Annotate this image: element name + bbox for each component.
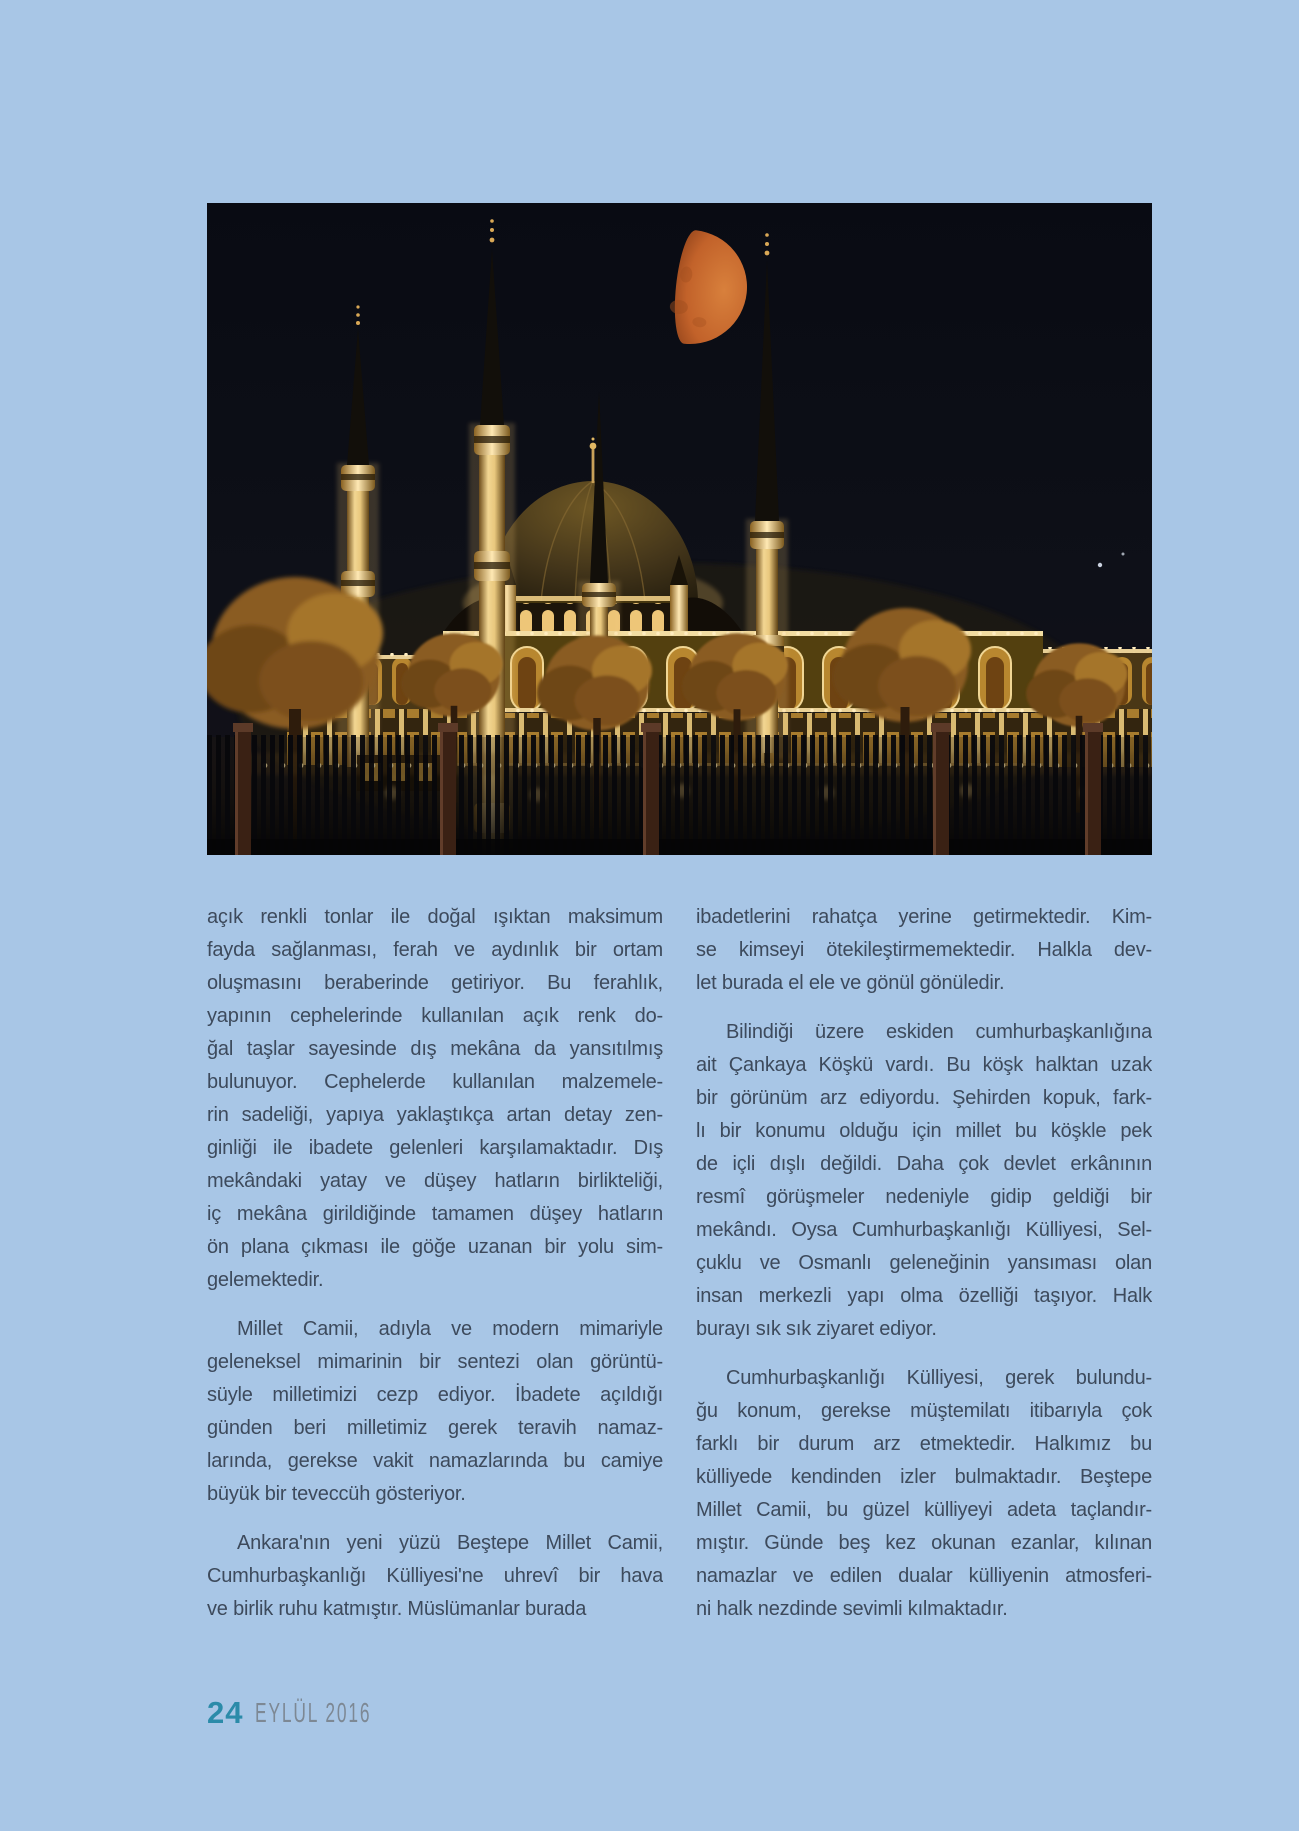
mosque-night-photo xyxy=(207,203,1152,855)
text-line: ğal taşlar sayesinde dış mekâna da yansıtılmış xyxy=(207,1038,663,1060)
text-line: bulunuyor. Cephelerde kullanılan malzemele- xyxy=(207,1071,663,1093)
text-line: rin sadeliği, yapıya yaklaştıkça artan detay zen- xyxy=(207,1104,663,1126)
text-line: yapının cephelerinde kullanılan açık renk do- xyxy=(207,1005,663,1027)
text-line: lı bir konumu olduğu için millet bu köşkle pek xyxy=(696,1120,1152,1142)
article-columns xyxy=(207,901,1152,1626)
text-line: geleneksel mimarinin bir sentezi olan görüntü- xyxy=(207,1351,663,1373)
mosque-photo-illustration xyxy=(207,203,1152,855)
text-line: Cumhurbaşkanlığı Külliyesi'ne uhrevî bir hava xyxy=(207,1565,663,1587)
text-line: bir görünüm arz ediyordu. Şehirden kopuk, fark- xyxy=(696,1087,1152,1109)
page-number: 24 xyxy=(207,1695,244,1730)
text-line: fayda sağlanması, ferah ve aydınlık bir ortam xyxy=(207,939,663,961)
text-line: oluşmasını beraberinde getiriyor. Bu ferahlık, xyxy=(207,972,663,994)
text-line: külliyede kendinden izler bulmaktadır. Beştepe xyxy=(696,1466,1152,1488)
text-line: resmî görüşmeler nedeniyle gidip geldiği bir xyxy=(696,1186,1152,1208)
text-line: let burada el ele ve gönül gönüledir. xyxy=(696,972,1005,994)
text-column xyxy=(696,901,1152,1626)
text-line: Millet Camii, bu güzel külliyeyi adeta taçlandır- xyxy=(696,1499,1152,1521)
text-column xyxy=(207,901,663,1626)
text-line: Bilindiği üzere eskiden cumhurbaşkanlığına xyxy=(726,1021,1152,1043)
text-line: Ankara'nın yeni yüzü Beştepe Millet Camii, xyxy=(237,1532,663,1554)
text-line: süyle milletimizi cezp ediyor. İbadete açıldığı xyxy=(207,1384,663,1406)
distant-light xyxy=(1098,563,1102,567)
text-line: büyük bir teveccüh gösteriyor. xyxy=(207,1483,466,1505)
text-line: ibadetlerini rahatça yerine getirmektedir. Kim- xyxy=(696,906,1152,928)
text-line: mekândaki yatay ve düşey hatların birlikteliği, xyxy=(207,1170,663,1192)
text-line: larında, gerekse vakit namazlarında bu camiye xyxy=(207,1450,663,1472)
text-line: günden beri milletimiz gerek teravih namaz- xyxy=(207,1417,663,1439)
text-line: gelemektedir. xyxy=(207,1269,324,1291)
paragraph xyxy=(696,1362,1152,1626)
text-line: Millet Camii, adıyla ve modern mimariyle xyxy=(237,1318,663,1340)
text-line: namazlar ve edilen dualar külliyenin atmosferi- xyxy=(696,1565,1152,1587)
page-footer xyxy=(207,1695,443,1731)
text-line: iç mekâna girildiğinde tamamen düşey hatların xyxy=(207,1203,663,1225)
text-line: farklı bir durum arz etmektedir. Halkımız bu xyxy=(696,1433,1152,1455)
text-line: ni halk nezdinde sevimli kılmaktadır. xyxy=(696,1598,1008,1620)
text-line: insan merkezli yapı olma özelliği taşıyor. Halk xyxy=(696,1285,1152,1307)
paragraph xyxy=(696,1016,1152,1346)
text-line: ğu konum, gerekse müştemilatı itibarıyla çok xyxy=(696,1400,1152,1422)
paragraph xyxy=(207,901,663,1297)
text-line: çuklu ve Osmanlı geleneğinin yansıması olan xyxy=(696,1252,1152,1274)
text-line: Cumhurbaşkanlığı Külliyesi, gerek bulundu- xyxy=(726,1367,1152,1389)
text-line: burayı sık sık ziyaret ediyor. xyxy=(696,1318,937,1340)
issue-label: EYLÜL 2016 xyxy=(255,1697,372,1728)
text-line: ait Çankaya Köşkü vardı. Bu köşk halktan uzak xyxy=(696,1054,1152,1076)
text-line: se kimseyi ötekileştirmemektedir. Halkla dev- xyxy=(696,939,1152,961)
text-line: de içli dışlı değildi. Daha çok devlet erkânının xyxy=(696,1153,1152,1175)
text-line: ve birlik ruhu katmıştır. Müslümanlar burada xyxy=(207,1598,587,1620)
text-line: ginliği ile ibadete gelenleri karşılamaktadır. Dış xyxy=(207,1137,663,1159)
text-line: mıştır. Günde beş kez okunan ezanlar, kılınan xyxy=(696,1532,1152,1554)
fence xyxy=(207,723,1152,855)
text-line: mekândı. Oysa Cumhurbaşkanlığı Külliyesi, Sel- xyxy=(696,1219,1152,1241)
distant-light xyxy=(1122,553,1125,556)
paragraph xyxy=(696,901,1152,1000)
text-line: ön plana çıkması ile göğe uzanan bir yolu sim- xyxy=(207,1236,663,1258)
text-line: açık renkli tonlar ile doğal ışıktan maksimum xyxy=(207,906,663,928)
paragraph xyxy=(207,1527,663,1626)
paragraph xyxy=(207,1313,663,1511)
